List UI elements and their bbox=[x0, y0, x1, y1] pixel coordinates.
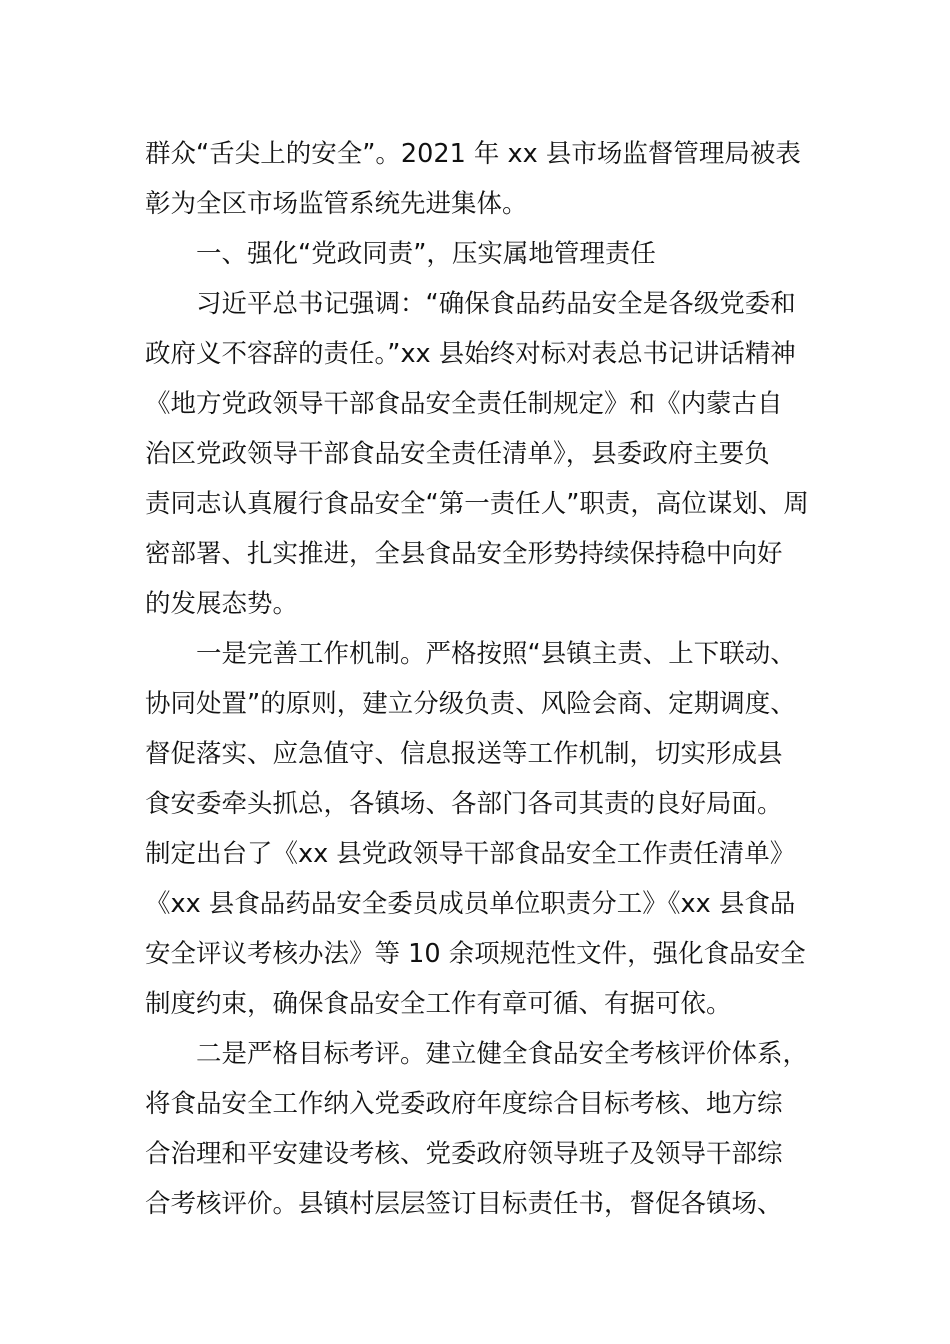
section-heading: 一、强化“党政同责”，压实属地管理责任 bbox=[196, 239, 656, 269]
text-line: 责同志认真履行食品安全“第一责任人”职责，高位谋划、周 bbox=[145, 489, 809, 519]
text-line: 将食品安全工作纳入党委政府年度综合目标考核、地方综 bbox=[145, 1089, 783, 1119]
text-line: 安全评议考核办法》等 10 余项规范性文件，强化食品安全 bbox=[145, 939, 806, 969]
text-line: 一是完善工作机制。严格按照“县镇主责、上下联动、 bbox=[196, 639, 796, 669]
text-line: 制度约束，确保食品安全工作有章可循、有据可依。 bbox=[145, 989, 732, 1019]
text-line: 制定出台了《xx 县党政领导干部食品安全工作责任清单》 bbox=[145, 839, 796, 869]
text-line: 治区党政领导干部食品安全责任清单》，县委政府主要负 bbox=[145, 439, 770, 469]
text-line: 密部署、扎实推进，全县食品安全形势持续保持稳中向好 bbox=[145, 539, 783, 569]
text-line: 《地方党政领导干部食品安全责任制规定》和《内蒙古自 bbox=[145, 389, 783, 419]
text-line: 合考核评价。县镇村层层签订目标责任书，督促各镇场、 bbox=[145, 1189, 783, 1219]
text-line: 二是严格目标考评。建立健全食品安全考核评价体系， bbox=[196, 1039, 809, 1069]
document-body bbox=[145, 129, 845, 1229]
text-line: 的发展态势。 bbox=[145, 589, 299, 619]
text-line: 《xx 县食品药品安全委员成员单位职责分工》《xx 县食品 bbox=[145, 889, 796, 919]
text-line: 习近平总书记强调：“确保食品药品安全是各级党委和 bbox=[196, 289, 796, 319]
text-line: 群众“舌尖上的安全”。2021 年 xx 县市场监督管理局被表 bbox=[145, 139, 801, 169]
text-line: 食安委牵头抓总，各镇场、各部门各司其责的良好局面。 bbox=[145, 789, 783, 819]
text-line: 彰为全区市场监管系统先进集体。 bbox=[145, 189, 528, 219]
text-line: 协同处置”的原则，建立分级负责、风险会商、定期调度、 bbox=[145, 689, 796, 719]
text-line: 政府义不容辞的责任。”xx 县始终对标对表总书记讲话精神 bbox=[145, 339, 796, 369]
text-line: 督促落实、应急值守、信息报送等工作机制，切实形成县 bbox=[145, 739, 783, 769]
text-line: 合治理和平安建设考核、党委政府领导班子及领导干部综 bbox=[145, 1139, 783, 1169]
